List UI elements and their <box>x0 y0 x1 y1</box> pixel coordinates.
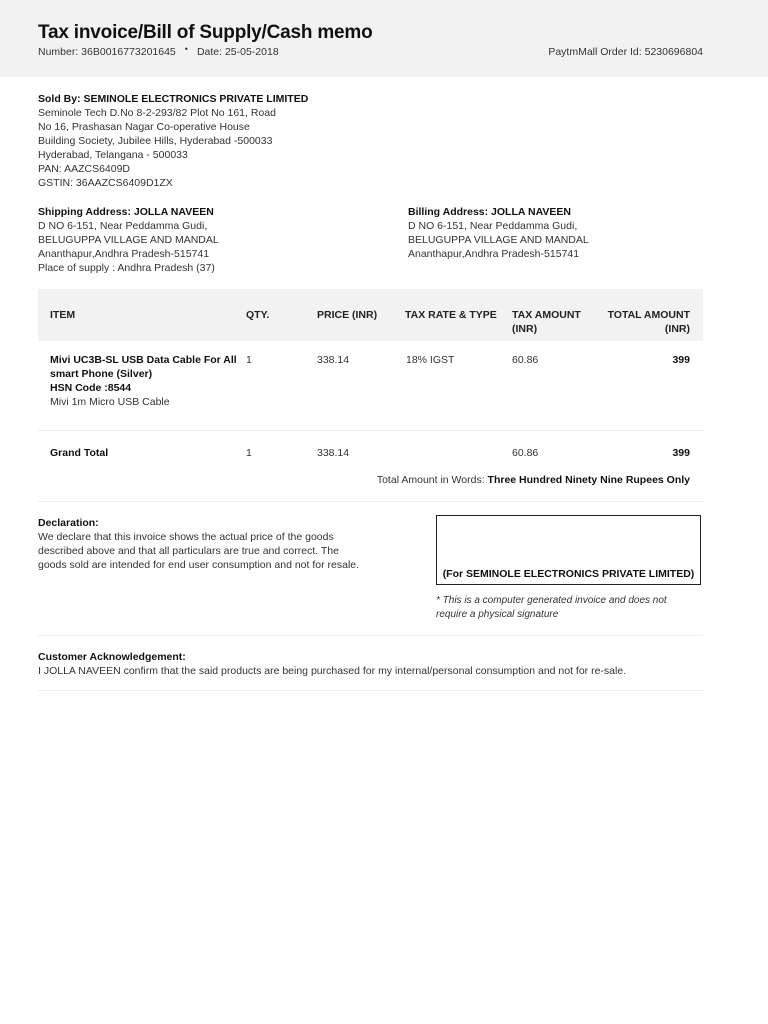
shipping-address <box>38 205 368 275</box>
item-name-cont: smart Phone (Silver) <box>50 368 153 380</box>
billing-heading: Billing Address: JOLLA NAVEEN <box>408 206 571 218</box>
note-line: * This is a computer generated invoice and does not <box>436 595 667 606</box>
header-tax-amount <box>512 308 592 336</box>
header-tax-amount-line2: (INR) <box>512 323 538 335</box>
header-tax-amount-line1: TAX AMOUNT <box>512 309 581 321</box>
customer-acknowledgement <box>38 650 703 678</box>
header-total-line2: (INR) <box>664 323 690 335</box>
row-divider <box>38 430 703 431</box>
table-header <box>38 289 703 341</box>
billing-line: BELUGUPPA VILLAGE AND MANDAL <box>408 234 589 246</box>
item-tax-rate: 18% IGST <box>406 354 455 366</box>
signature-box <box>436 515 701 585</box>
order-id: PaytmMall Order Id: 5230696804 <box>548 46 703 58</box>
words-value: Three Hundred Ninety Nine Rupees Only <box>487 474 690 486</box>
words-label: Total Amount in Words: <box>376 474 485 486</box>
item-desc: Mivi 1m Micro USB Cable <box>50 396 170 408</box>
header-total <box>590 308 690 336</box>
note-line: require a physical signature <box>436 609 559 620</box>
computer-generated-note <box>436 594 696 622</box>
item-cell <box>50 353 240 409</box>
header-price: PRICE (INR) <box>317 309 378 321</box>
separator-dot: • <box>184 44 188 54</box>
place-of-supply: Place of supply : Andhra Pradesh (37) <box>38 262 215 274</box>
seller-info <box>38 92 368 190</box>
declaration <box>38 516 378 572</box>
section-divider <box>38 690 703 691</box>
item-qty: 1 <box>246 354 252 366</box>
billing-address <box>408 205 708 261</box>
item-price: 338.14 <box>317 354 350 366</box>
signature-label: (For SEMINOLE ELECTRONICS PRIVATE LIMITED) <box>442 568 695 580</box>
grand-total-tax: 60.86 <box>512 447 539 459</box>
shipping-line: Ananthapur,Andhra Pradesh-515741 <box>38 248 210 260</box>
seller-line: Building Society, Jubilee Hills, Hyderabad -500033 <box>38 135 273 147</box>
ack-text: I JOLLA NAVEEN confirm that the said products are being purchased for my internal/personal consumption and not for re-sale. <box>38 665 627 677</box>
header-qty: QTY. <box>246 309 270 321</box>
billing-line: D NO 6-151, Near Peddamma Gudi, <box>408 220 578 232</box>
seller-line: Seminole Tech D.No 8-2-293/82 Plot No 161, Road <box>38 107 276 119</box>
item-hsn: HSN Code :8544 <box>50 382 132 394</box>
item-name: Mivi UC3B-SL USB Data Cable For All <box>50 354 237 366</box>
declaration-heading: Declaration: <box>38 517 99 529</box>
invoice-header <box>0 0 768 77</box>
amount-in-words <box>377 474 690 486</box>
grand-total-qty: 1 <box>246 447 252 459</box>
shipping-heading: Shipping Address: JOLLA NAVEEN <box>38 206 214 218</box>
declaration-line: described above and that all particulars are true and correct. The <box>38 545 339 557</box>
grand-total-price: 338.14 <box>317 447 350 459</box>
ack-heading: Customer Acknowledgement: <box>38 651 186 663</box>
invoice-title: Tax invoice/Bill of Supply/Cash memo <box>38 22 373 43</box>
header-item: ITEM <box>50 309 76 321</box>
seller-line: Hyderabad, Telangana - 500033 <box>38 149 188 161</box>
seller-gstin: GSTIN: 36AAZCS6409D1ZX <box>38 177 173 189</box>
section-divider <box>38 501 703 502</box>
header-tax-rate: TAX RATE & TYPE <box>405 309 497 321</box>
grand-total-label: Grand Total <box>50 447 109 459</box>
item-tax-amount: 60.86 <box>512 354 539 366</box>
billing-line: Ananthapur,Andhra Pradesh-515741 <box>408 248 580 260</box>
item-total: 399 <box>672 354 690 366</box>
invoice-date: Date: 25-05-2018 <box>196 46 279 58</box>
shipping-line: D NO 6-151, Near Peddamma Gudi, <box>38 220 208 232</box>
section-divider <box>38 635 703 636</box>
shipping-line: BELUGUPPA VILLAGE AND MANDAL <box>38 234 219 246</box>
sold-by: Sold By: SEMINOLE ELECTRONICS PRIVATE LIMITED <box>38 93 309 105</box>
seller-pan: PAN: AAZCS6409D <box>38 163 131 175</box>
invoice-meta <box>38 46 279 58</box>
declaration-line: We declare that this invoice shows the actual price of the goods <box>38 531 334 543</box>
grand-total-amount: 399 <box>672 447 690 459</box>
header-total-line1: TOTAL AMOUNT <box>607 309 690 321</box>
declaration-line: goods sold are intended for end user consumption and not for resale. <box>38 559 360 571</box>
seller-line: No 16, Prashasan Nagar Co-operative House <box>38 121 250 133</box>
invoice-number: Number: 36B0016773201645 <box>38 46 176 58</box>
